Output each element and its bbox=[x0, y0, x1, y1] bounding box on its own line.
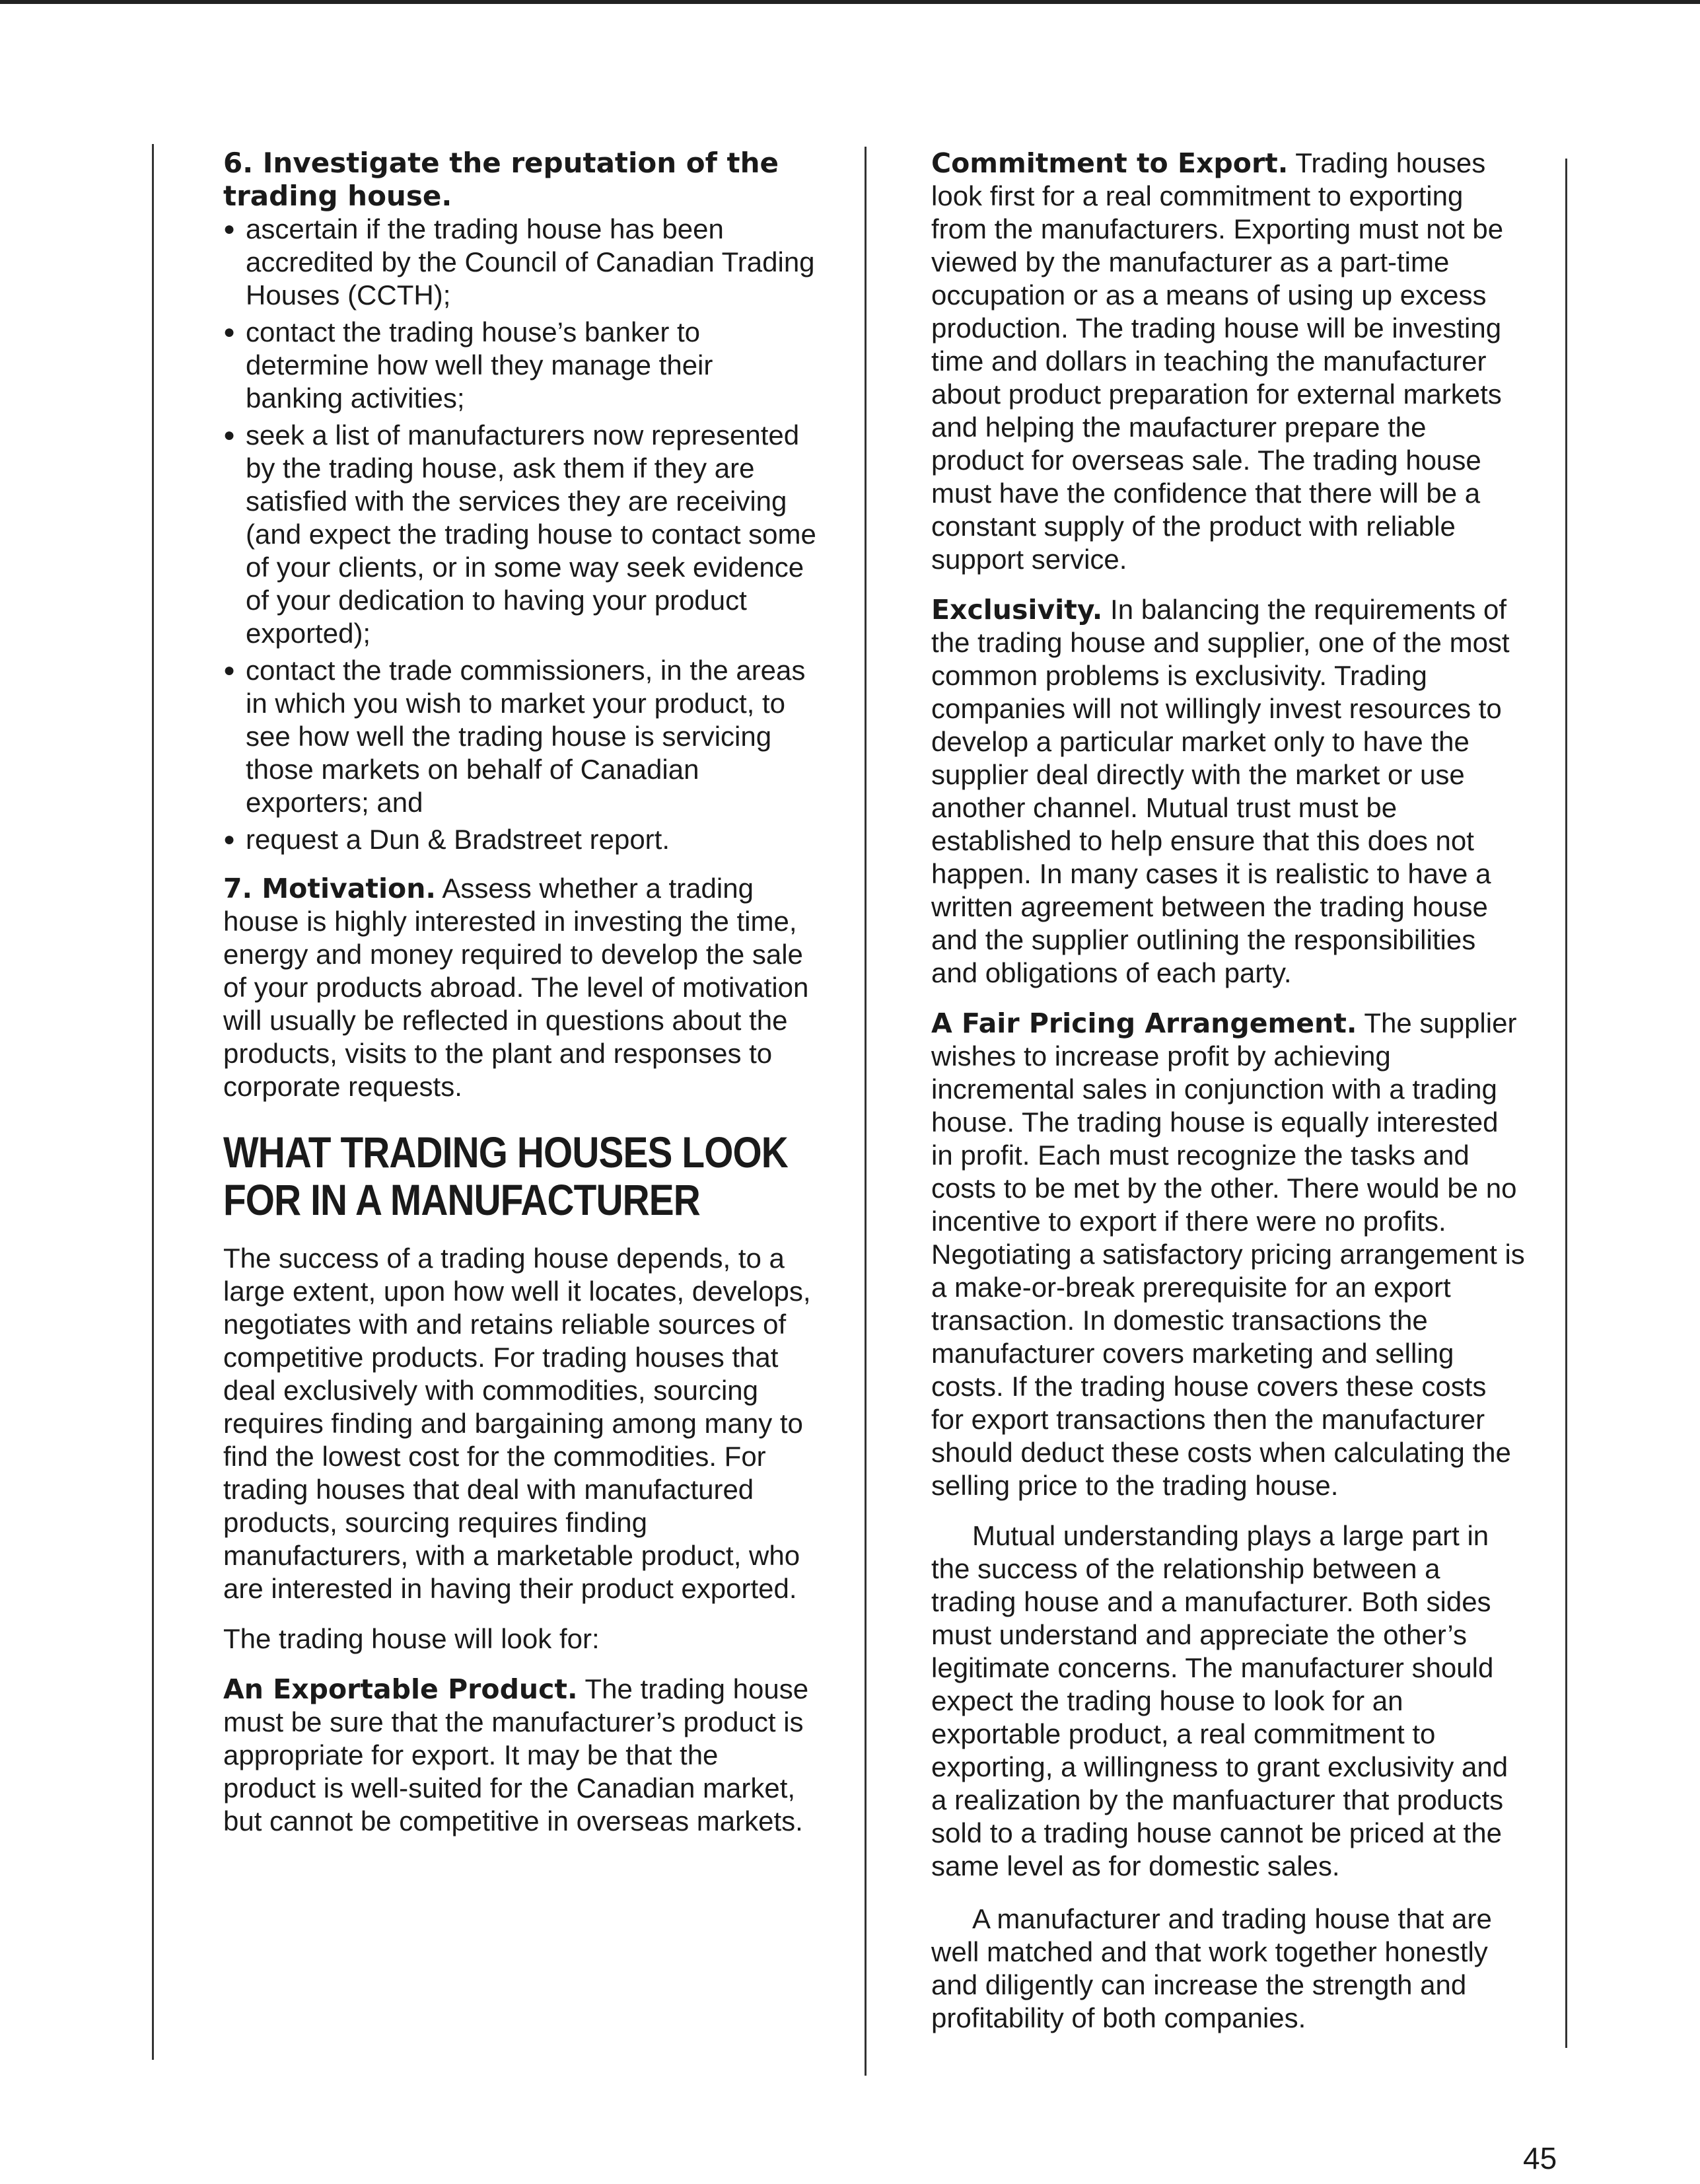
center-column-rule bbox=[865, 147, 867, 2076]
mutual-understanding-paragraph: Mutual understanding plays a large part in the success of the relationship between a trading house and a manufacturer. Both sides must understand and appreciate the other’s legitimate concerns. The manufacturer should expect the trading house to look for an exportable product, a real commitment to exporting, a willingness to grant exclusivity and a realization by the manfuacturer that products sold to a trading house cannot be priced at the same level as for domestic sales. bbox=[931, 1520, 1508, 1881]
item-7-label: 7. Motivation. bbox=[223, 873, 436, 904]
right-column bbox=[931, 147, 1526, 2055]
intro-paragraph: The success of a trading house depends, to a large extent, upon how well it locates, develops, negotiates with and retains reliable sources of competitive products. For trading houses that deal exclusively with commodities, sourcing requires finding and bargaining among many to find the lowest cost for the commodities. For trading houses that deal with manufactured products, sourcing requires finding manufacturers, with a marketable product, who are interested in having their product exported. bbox=[223, 1243, 811, 1604]
exclusivity-paragraph bbox=[931, 593, 1526, 990]
page-number: 45 bbox=[1523, 2141, 1557, 2175]
item-7-text: Assess whether a trading house is highly interested in investing the time, energy and money required to develop the sale of your products abroad. The level of motivation will usually be reflected in questions about the products, visits to the plant and responses to corporate requests. bbox=[223, 873, 809, 1102]
commitment-paragraph bbox=[931, 147, 1526, 576]
pricing-paragraph bbox=[931, 1007, 1526, 1502]
exportable-product-label: An Exportable Product. bbox=[223, 1673, 578, 1705]
exclusivity-text: In balancing the requirements of the trading house and supplier, one of the most common problems is exclusivity. Trading companies will not willingly invest resources to develop a particular market only to have the supplier deal directly with the market or use another channel. Mutual trust must be established to help ensure that this does not happen. In many cases it is realistic to have a written agreement between the trading house and the supplier outlining the responsibilities and obligations of each party. bbox=[931, 594, 1510, 988]
list-item: ● contact the trading house’s banker to determine how well they manage their banking activities; bbox=[223, 316, 818, 415]
exportable-product-paragraph bbox=[223, 1673, 818, 1838]
look-for-paragraph: The trading house will look for: bbox=[223, 1623, 600, 1654]
section-heading: WHAT TRADING HOUSES LOOK FOR IN A MANUFACTURER bbox=[223, 1128, 788, 1224]
commitment-text: Trading houses look first for a real commitment to exporting from the manufacturers. Exporting must not be viewed by the manufacturer as a part-time occupation or as a means of using up excess production. The trading house will be investing time and dollars in teaching the manufacturer about product preparation for external markets and helping the maufacturer prepare the product for overseas sale. The trading house must have the confidence that there will be a constant supply of the product with reliable support service. bbox=[931, 147, 1504, 575]
left-column bbox=[223, 147, 818, 1855]
exclusivity-label: Exclusivity. bbox=[931, 594, 1103, 626]
list-item: ● ascertain if the trading house has been accredited by the Council of Canadian Trading Houses (CCTH); bbox=[223, 213, 818, 312]
list-item: ● request a Dun & Bradstreet report. bbox=[223, 823, 818, 856]
exportable-product-text: The trading house must be sure that the manufacturer’s product is appropriate for export. It may be that the product is well-suited for the Canadian market, but cannot be competitive in overseas markets. bbox=[223, 1673, 809, 1837]
item-7-paragraph bbox=[223, 872, 818, 1103]
pricing-label: A Fair Pricing Arrangement. bbox=[931, 1007, 1357, 1039]
top-rule bbox=[0, 0, 1700, 4]
list-item: ● contact the trade commissioners, in the areas in which you wish to market your product, to see how well the trading house is servicing those markets on behalf of Canadian exporters; and bbox=[223, 654, 818, 819]
pricing-text: The supplier wishes to increase profit by achieving incremental sales in conjunction with a trading house. The trading house is equally interested in profit. Each must recognize the tasks and costs to be met by the other. There would be no incentive to export if there were no profits. Negotiating a satisfactory pricing arrangement is a make-or-break prerequisite for an export transaction. In domestic transactions the manufacturer covers marketing and selling costs. If the trading house covers these costs for export transactions then the manufacturer should deduct these costs when calculating the selling price to the trading house. bbox=[931, 1007, 1525, 1501]
commitment-label: Commitment to Export. bbox=[931, 147, 1289, 179]
list-item: ● seek a list of manufacturers now represented by the trading house, ask them if they are satisfied with the services they are receiving (and expect the trading house to contact some of your clients, or in some way seek evidence of your dedication to having your product exported); bbox=[223, 419, 818, 650]
reputation-checklist bbox=[223, 213, 818, 856]
closing-paragraph: A manufacturer and trading house that are well matched and that work together honestly and diligently can increase the strength and profitability of both companies. bbox=[931, 1903, 1492, 2033]
left-margin-rule bbox=[152, 144, 154, 2060]
right-margin-rule bbox=[1565, 159, 1567, 2048]
item-6-heading: 6. Investigate the reputation of the trading house. bbox=[223, 147, 779, 212]
